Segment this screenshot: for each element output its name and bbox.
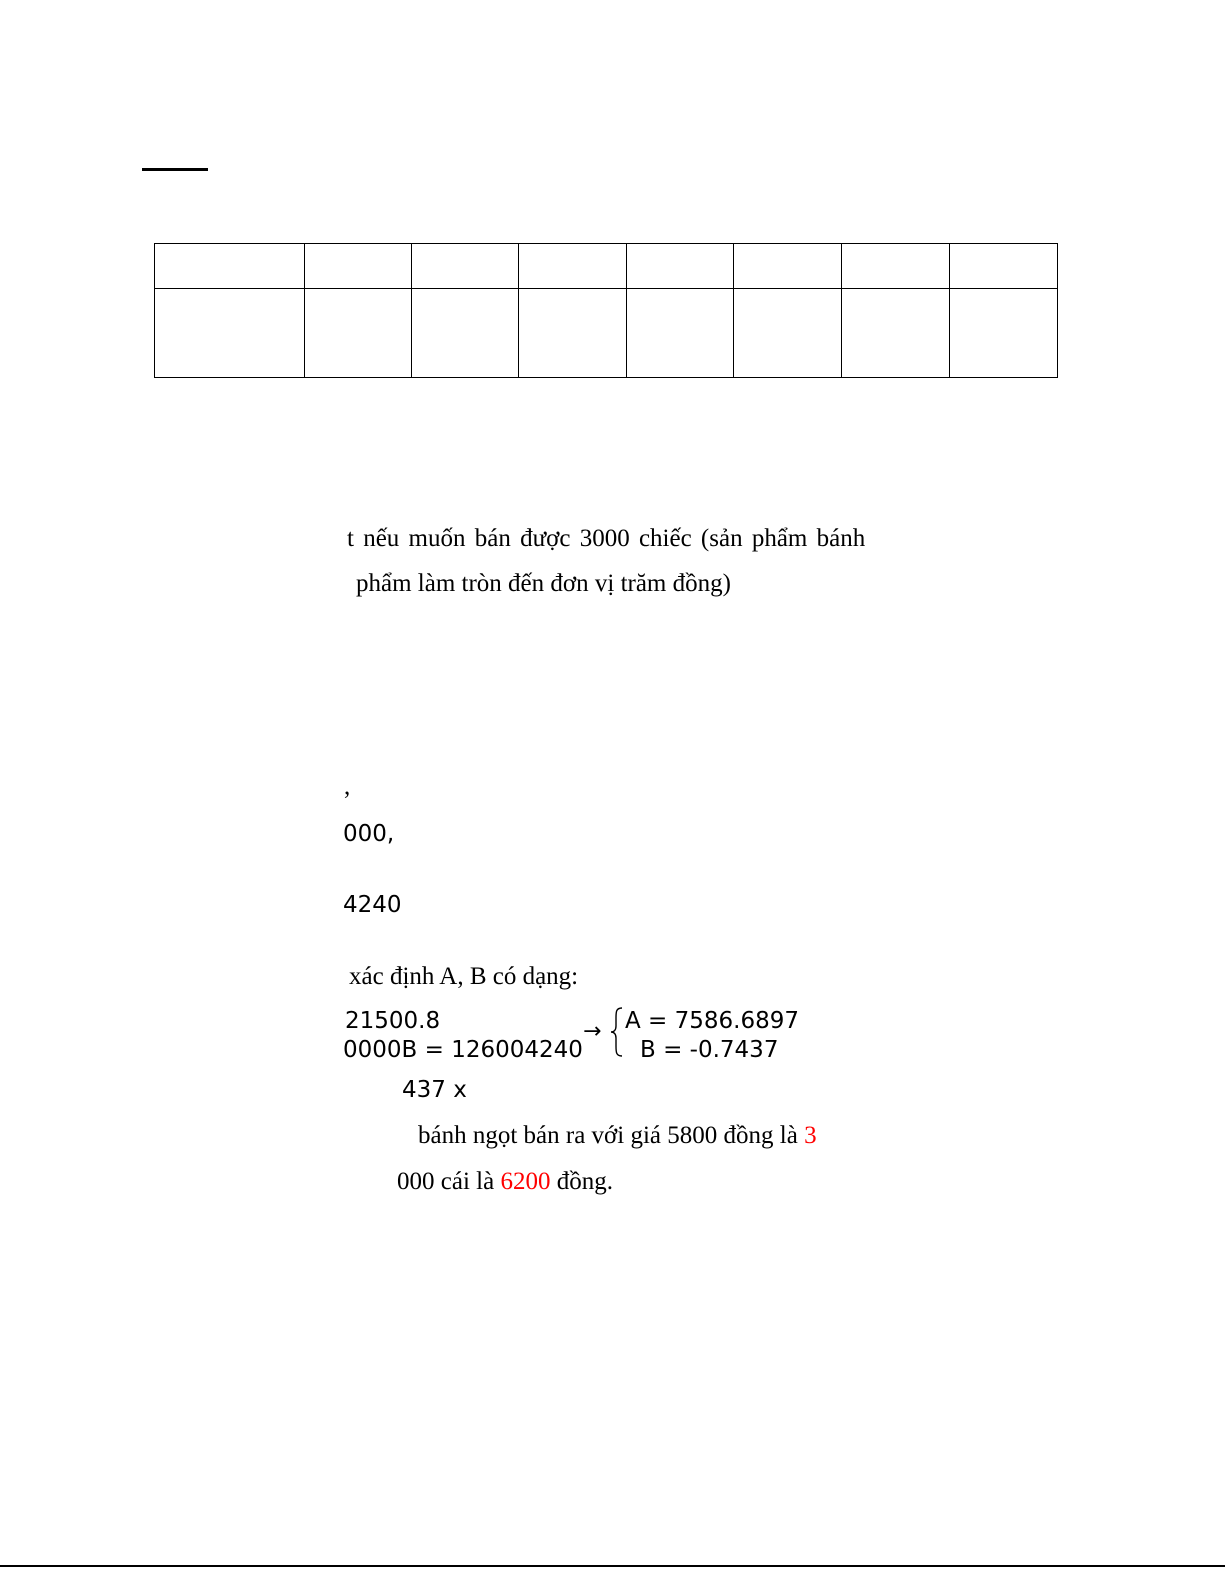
equation-1-left: 21500.8 <box>345 1008 441 1034</box>
heading-underline <box>142 168 208 171</box>
text-line-5: 4240 <box>343 892 402 918</box>
table-cell <box>519 244 627 289</box>
table-cell <box>412 289 519 378</box>
text-line-2: phẩm làm tròn đến đơn vị trăm đồng) <box>356 570 731 597</box>
table-cell <box>305 244 412 289</box>
table-row <box>155 289 1058 378</box>
table-cell <box>842 289 950 378</box>
arrow-icon: → <box>583 1019 602 1044</box>
table-cell <box>734 289 842 378</box>
brace-icon <box>610 1006 624 1058</box>
text-line-9-main: 000 cái là <box>397 1168 501 1195</box>
table-cell <box>519 289 627 378</box>
highlight-value: 6200 <box>500 1168 551 1195</box>
table-cell <box>950 289 1058 378</box>
text-line-8-main: bánh ngọt bán ra với giá 5800 đồng là <box>418 1122 805 1149</box>
table-cell <box>155 289 305 378</box>
text-line-1: t nếu muốn bán được 3000 chiếc (sản phẩm bánh <box>347 525 866 552</box>
table-cell <box>412 244 519 289</box>
data-table <box>154 243 1058 378</box>
table-cell <box>627 289 734 378</box>
text-line-3: , <box>344 773 351 800</box>
equation-2-left: 0000B = 126004240 <box>343 1037 583 1063</box>
text-line-4: 000, <box>343 821 395 847</box>
table-cell <box>842 244 950 289</box>
highlight-value: 3 <box>804 1122 817 1149</box>
table-row <box>155 244 1058 289</box>
page-bottom-rule <box>0 1565 1225 1567</box>
table-cell <box>627 244 734 289</box>
text-line-8 <box>418 1121 817 1151</box>
table-cell <box>305 289 412 378</box>
equation-1-right: A = 7586.6897 <box>625 1008 800 1034</box>
table-cell <box>950 244 1058 289</box>
text-line-9 <box>397 1167 613 1197</box>
table-cell <box>734 244 842 289</box>
text-line-7: 437 x <box>402 1077 467 1103</box>
table-cell <box>155 244 305 289</box>
text-line-6: xác định A, B có dạng: <box>349 963 579 990</box>
text-line-9-end: đồng. <box>550 1168 613 1195</box>
equation-2-right: B = -0.7437 <box>640 1037 779 1063</box>
